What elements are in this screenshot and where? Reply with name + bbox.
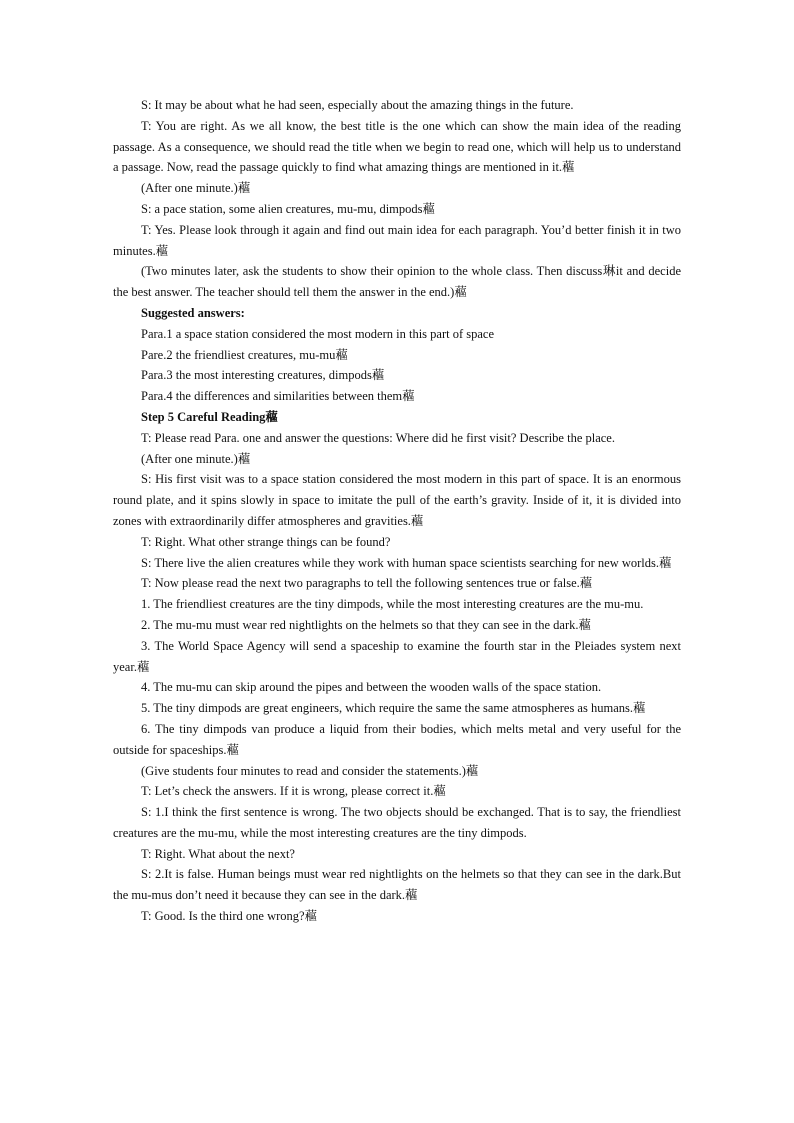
paragraph: (After one minute.)藲 bbox=[141, 451, 251, 466]
paragraph: S: It may be about what he had seen, especially about the amazing things in the future. bbox=[141, 98, 574, 112]
step-heading: Step 5 Careful Reading藲 bbox=[141, 409, 278, 424]
answer-line: Para.3 the most interesting creatures, dimpods藲 bbox=[141, 368, 385, 383]
paragraph: T: You are right. As we all know, the best title is the one which can show the main idea of the reading passage. As a consequence, we should read the title when we begin to read one, which will help us to understand a passage. Now, read the passage quickly to find what amazing things are mentioned in it.藲 bbox=[113, 118, 681, 175]
paragraph: T: Good. Is the third one wrong?藲 bbox=[141, 909, 318, 924]
paragraph: S: 2.It is false. Human beings must wear red nightlights on the helmets so that they can see in the dark.But the mu-mus don’t need it because they can see in the dark.藲 bbox=[113, 867, 681, 903]
statement: 5. The tiny dimpods are great engineers, which require the same the same atmospheres as humans.藲 bbox=[141, 701, 646, 716]
statement: 6. The tiny dimpods van produce a liquid from their bodies, which melts metal and very useful for the outside for spaceships.藲 bbox=[113, 721, 681, 757]
suggested-answers-heading: Suggested answers: bbox=[141, 305, 245, 320]
paragraph: T: Right. What about the next? bbox=[141, 846, 295, 861]
paragraph: T: Please read Para. one and answer the questions: Where did he first visit? Describe the place. bbox=[141, 430, 615, 445]
statement: 4. The mu-mu can skip around the pipes and between the wooden walls of the space station. bbox=[141, 680, 602, 695]
answer-line: Para.4 the differences and similarities between them藲 bbox=[141, 389, 415, 404]
paragraph: S: There live the alien creatures while they work with human space scientists searching for new worlds.藲 bbox=[141, 555, 672, 570]
document-page bbox=[113, 95, 681, 927]
answer-line: Para.1 a space station considered the most modern in this part of space bbox=[141, 326, 495, 341]
statement: 1. The friendliest creatures are the tiny dimpods, while the most interesting creatures are the mu-mu. bbox=[141, 597, 644, 612]
paragraph: (Two minutes later, ask the students to show their opinion to the whole class. Then discuss琳it and decide the best answer. The teacher should tell them the answer in the end.)藲 bbox=[113, 264, 681, 300]
answer-line: Pare.2 the friendliest creatures, mu-mu藲 bbox=[141, 347, 348, 362]
statement: 3. The World Space Agency will send a spaceship to examine the fourth star in the Pleiades system next year.藲 bbox=[113, 638, 681, 674]
paragraph: (After one minute.)藲 bbox=[141, 181, 251, 196]
paragraph: S: His first visit was to a space station considered the most modern in this part of space. It is an enormous round plate, and it spins slowly in space to imitate the pull of the earth’s gravity. Inside of it, it is divided into zones with extraordinarily differ atmospheres and gravities.藲 bbox=[113, 472, 681, 528]
paragraph: S: 1.I think the first sentence is wrong. The two objects should be exchanged. That is to say, the friendliest creatures are the mu-mu, while the most interesting creatures are the tiny dimpods. bbox=[113, 805, 681, 840]
paragraph: T: Yes. Please look through it again and find out main idea for each paragraph. You’d better finish it in two minutes.藲 bbox=[113, 222, 681, 258]
statement: 2. The mu-mu must wear red nightlights on the helmets so that they can see in the dark.藲 bbox=[141, 617, 592, 632]
paragraph: (Give students four minutes to read and consider the statements.)藲 bbox=[141, 763, 479, 778]
paragraph: T: Now please read the next two paragraphs to tell the following sentences true or false.藲 bbox=[141, 576, 593, 591]
paragraph: S: a pace station, some alien creatures, mu-mu, dimpods藲 bbox=[141, 201, 436, 216]
paragraph: T: Let’s check the answers. If it is wrong, please correct it.藲 bbox=[141, 784, 446, 799]
paragraph: T: Right. What other strange things can be found? bbox=[141, 534, 391, 549]
